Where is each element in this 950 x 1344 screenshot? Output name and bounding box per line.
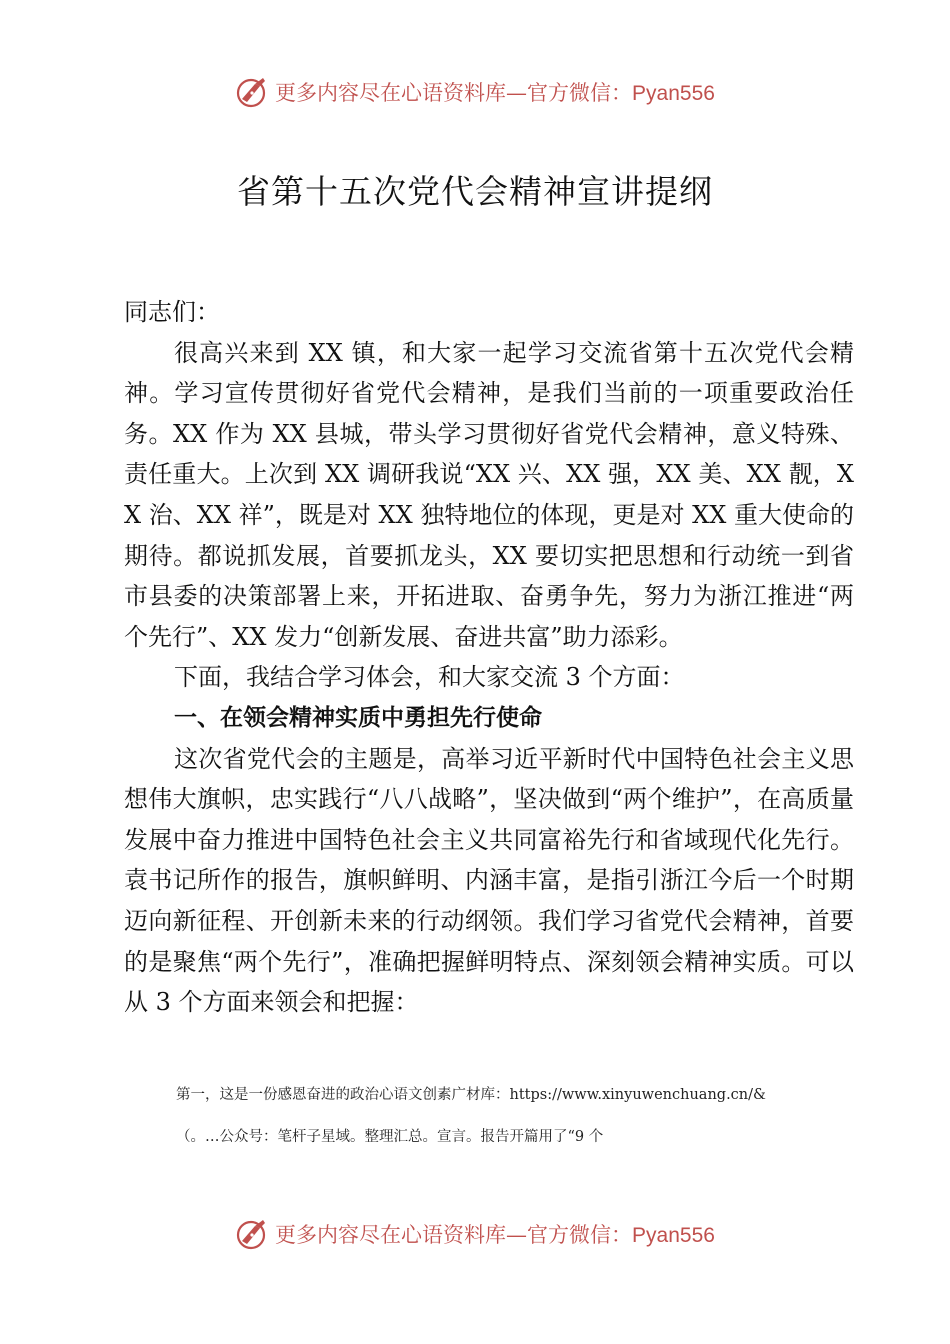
footnote-line: （。…公众号：笔杆子星域。整理汇总。宣言。报告开篇用了“9 个 [176, 1129, 604, 1145]
header-watermark-banner [0, 72, 950, 112]
footnote-line: 第一，这是一份感恩奋进的政治心语文创素广材库：https://www.xinyuwenchuang.cn/& [176, 1087, 766, 1103]
document-title: 省第十五次党代会精神宣讲提纲 [237, 172, 713, 211]
banner-text: 更多内容尽在心语资料库—官方微信：Pyan556 [275, 81, 715, 105]
pen-nib-logo-icon [235, 75, 269, 109]
section-heading: 一、在领会精神实质中勇担先行使命 [174, 704, 542, 731]
body-paragraph: 下面，我结合学习体会，和大家交流 3 个方面： [174, 663, 685, 692]
footer-watermark-banner [0, 1214, 950, 1254]
body-paragraph: 很高兴来到 XX 镇，和大家一起学习交流省第十五次党代会精神。学习宣传贯彻好省党代会精神，是我们当前的一项重要政治任务。XX 作为 XX 县城，带头学习贯彻好省党代会精神，意义特殊、责任重大。上次到 XX 调研我说“XX 兴、XX 强，XX 美、XX 靓，XX 治、XX 祥”，既是对 XX 独特地位的体现，更是对 XX 重大使命的期待。都说抓发展，首要抓龙头，XX 要切实把思想和行动统一到省市县委的决策部署上来，开拓进取、奋勇争先，努力为浙江推进“两个先行”、XX 发力“创新发展、奋进共富”助力添彩。 [124, 338, 854, 651]
banner-text: 更多内容尽在心语资料库—官方微信：Pyan556 [275, 1223, 715, 1247]
section-paragraph: 这次省党代会的主题是，高举习近平新时代中国特色社会主义思想伟大旗帜，忠实践行“八八战略”，坚决做到“两个维护”，在高质量发展中奋力推进中国特色社会主义共同富裕先行和省域现代化先行。袁书记所作的报告，旗帜鲜明、内涵丰富，是指引浙江今后一个时期迈向新征程、开创新未来的行动纲领。我们学习省党代会精神，首要的是聚焦“两个先行”，准确把握鲜明特点、深刻领会精神实质。可以从 3 个方面来领会和把握： [124, 744, 854, 1017]
greeting: 同志们： [124, 298, 220, 326]
pen-nib-logo-icon [235, 1217, 269, 1251]
document-body [124, 292, 854, 1023]
